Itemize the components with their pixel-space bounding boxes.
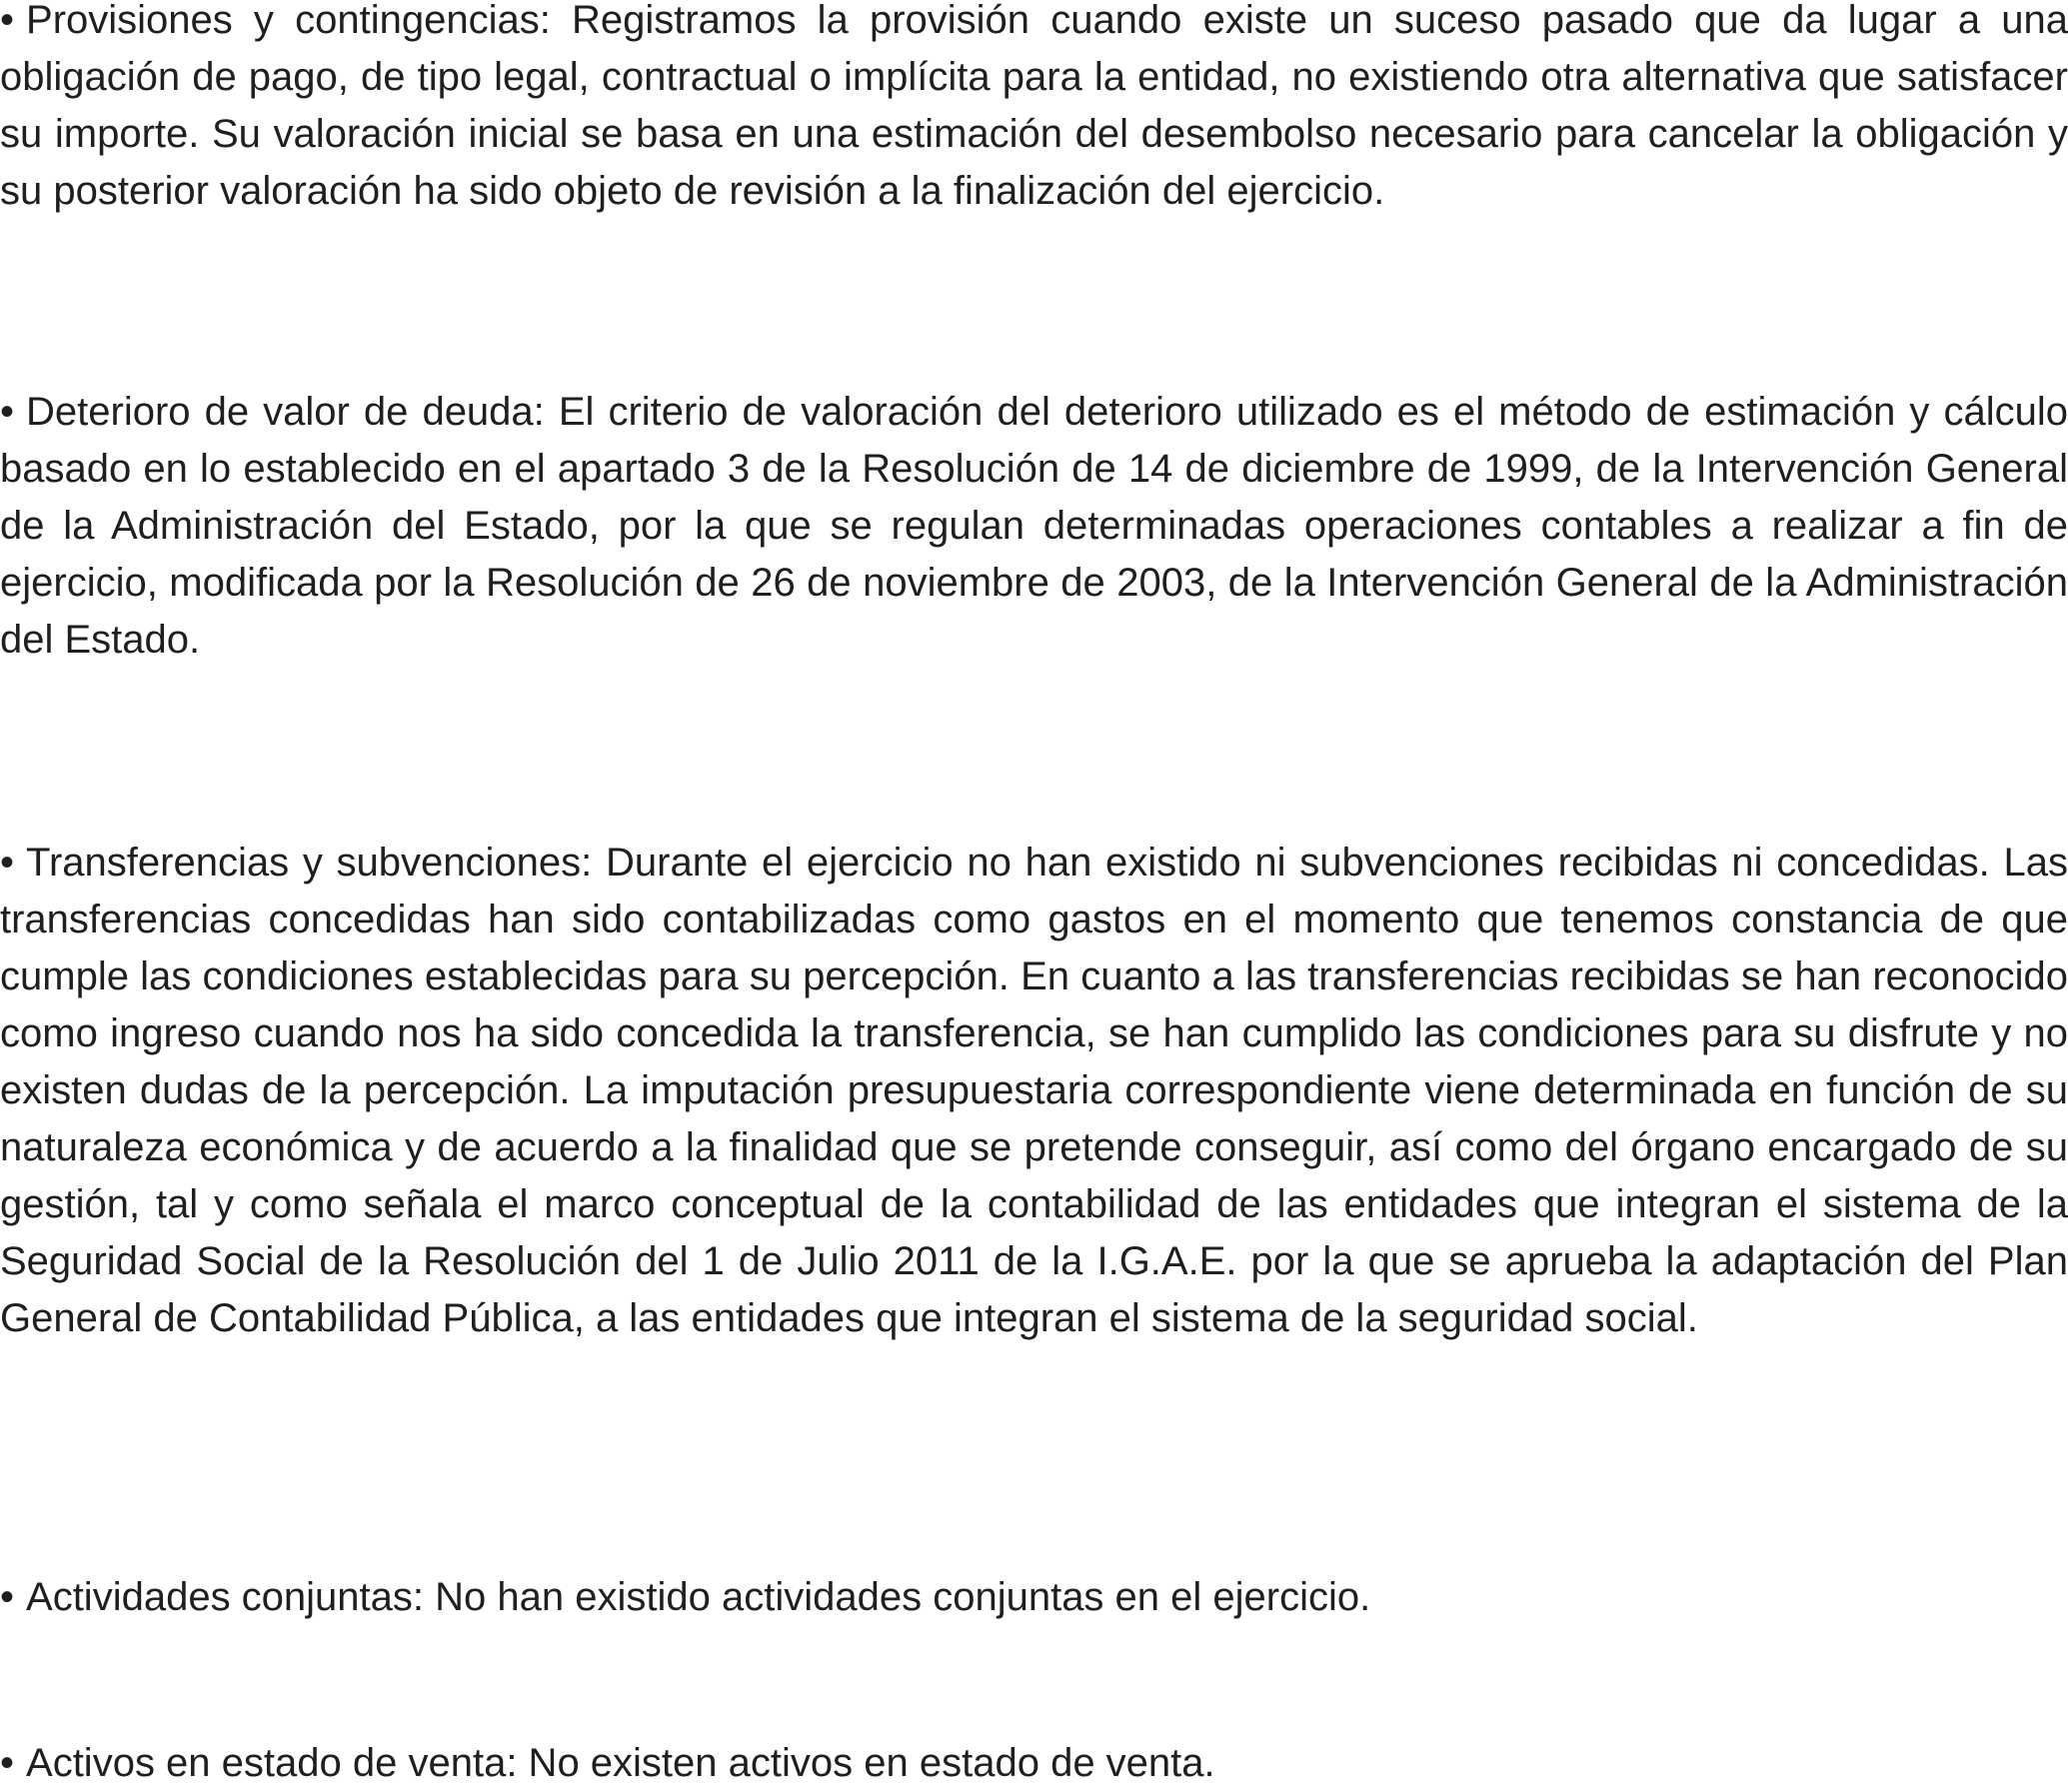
bullet-item-transferencias <box>0 835 2068 1347</box>
item-text: Transferencias y subvenciones: Durante el ejercicio no han existido ni subvenciones recibidas ni concedidas. Las transferencias concedidas han sido contabilizadas como gastos en el momento que tenemos constancia de que cumple las condiciones establecidas para su percepción. En cuanto a las transferencias recibidas se han reconocido como ingreso cuando nos ha sido concedida la transferencia, se han cumplido las condiciones para su disfrute y no existen dudas de la percepción. La imputación presupuestaria correspondiente viene determinada en función de su naturaleza económica y de acuerdo a la finalidad que se pretende conseguir, así como del órgano encargado de su gestión, tal y como señala el marco conceptual de la contabilidad de las entidades que integran el sistema de la Seguridad Social de la Resolución del 1 de Julio 2011 de la I.G.A.E. por la que se aprueba la adaptación del Plan General de Contabilidad Pública, a las entidades que integran el sistema de la seguridad social. <box>0 841 2068 1340</box>
bullet-icon: • <box>0 390 15 434</box>
bullet-icon: • <box>0 1575 15 1619</box>
bullet-item-provisiones <box>0 0 2068 220</box>
item-text: Deterioro de valor de deuda: El criterio de valoración del deterioro utilizado es el método de estimación y cálculo basado en lo establecido en el apartado 3 de la Resolución de 14 de diciembre de 1999, de la Intervención General de la Administración del Estado, por la que se regulan determinadas operaciones contables a realizar a fin de ejercicio, modificada por la Resolución de 26 de noviembre de 2003, de la Intervención General de la Administración del Estado. <box>0 390 2068 662</box>
item-text: Actividades conjuntas: No han existido actividades conjuntas en el ejercicio. <box>26 1575 1371 1619</box>
bullet-icon: • <box>0 0 15 42</box>
bullet-icon: • <box>0 841 15 885</box>
bullet-item-deterioro <box>0 384 2068 669</box>
bullet-item-actividades <box>0 1569 2068 1626</box>
item-text: Provisiones y contingencias: Registramos la provisión cuando existe un suceso pasado que da lugar a una obligación de pago, de tipo legal, contractual o implícita para la entidad, no existiendo otra alternativa que satisfacer su importe. Su valoración inicial se basa en una estimación del desembolso necesario para cancelar la obligación y su posterior valoración ha sido objeto de revisión a la finalización del ejercicio. <box>0 0 2068 213</box>
bullet-icon: • <box>0 1741 15 1785</box>
item-text: Activos en estado de venta: No existen activos en estado de venta. <box>26 1741 1215 1785</box>
bullet-item-activos <box>0 1735 2068 1792</box>
